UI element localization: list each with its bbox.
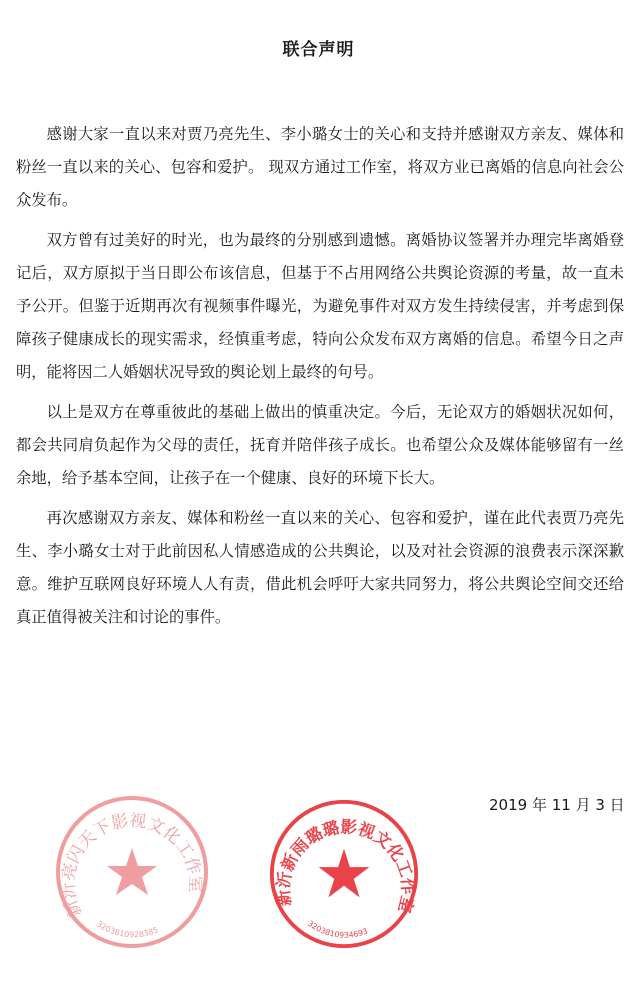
paragraph: 再次感谢双方亲友、媒体和粉丝一直以来的关心、包容和爱护，谨在此代表贾乃亮先生、李小璐女士对于此前因私人情感造成的公共舆论，以及对社会资源的浪费表示深深歉意。维护互联网良好环境人人有责，借此机会呼吁大家共同努力，将公共舆论空间交还给真正值得被关注和讨论的事件。: [16, 509, 624, 626]
star-icon: [319, 849, 370, 898]
paragraph: 双方曾有过美好的时光，也为最终的分别感到遗憾。离婚协议签署并办理完毕离婚登记后，双方原拟于当日即公布该信息，但基于不占用网络公共舆论资源的考量，故一直未予公开。但鉴于近期再次有视频事件曝光，为避免事件对双方发生持续侵害，并考虑到保障孩子健康成长的现实需求，经慎重考虑，特向公众发布双方离婚的信息。希望今日之声明，能将因二人婚姻状况导致的舆论划上最终的句号。: [16, 231, 624, 381]
seal-number: 3203810928385: [94, 919, 160, 940]
star-icon: [107, 848, 157, 895]
studio-seal-right: [266, 796, 422, 952]
paragraph: 以上是双方在尊重彼此的基础上做出的慎重决定。今后，无论双方的婚姻状况如何，都会共同肩负起作为父母的责任，抚育并陪伴孩子成长。也希望公众及媒体能够留有一丝余地，给予基本空间，让孩子在一个健康、良好的环境下长大。: [16, 403, 624, 487]
studio-seal-left: [52, 792, 212, 952]
document-title: 联合声明: [282, 40, 355, 60]
document-date: 2019 年 11 月 3 日: [489, 796, 625, 814]
document-body: [16, 118, 624, 641]
svg-text:3203810934693: [306, 919, 369, 940]
seal-number: 3203810934693: [305, 918, 370, 940]
seal-arc-text: 新沂亮闪天下影视文化工作室: [58, 810, 205, 921]
paragraph: 感谢大家一直以来对贾乃亮先生、李小璐女士的关心和支持并感谢双方亲友、媒体和粉丝一直以来的关心、包容和爱护。 现双方通过工作室，将双方业已离婚的信息向社会公众发布。: [16, 125, 624, 209]
seal-arc-text: 新沂新雨璐璐影视文化工作室: [272, 816, 419, 916]
svg-text:3203810928385: [95, 919, 160, 939]
